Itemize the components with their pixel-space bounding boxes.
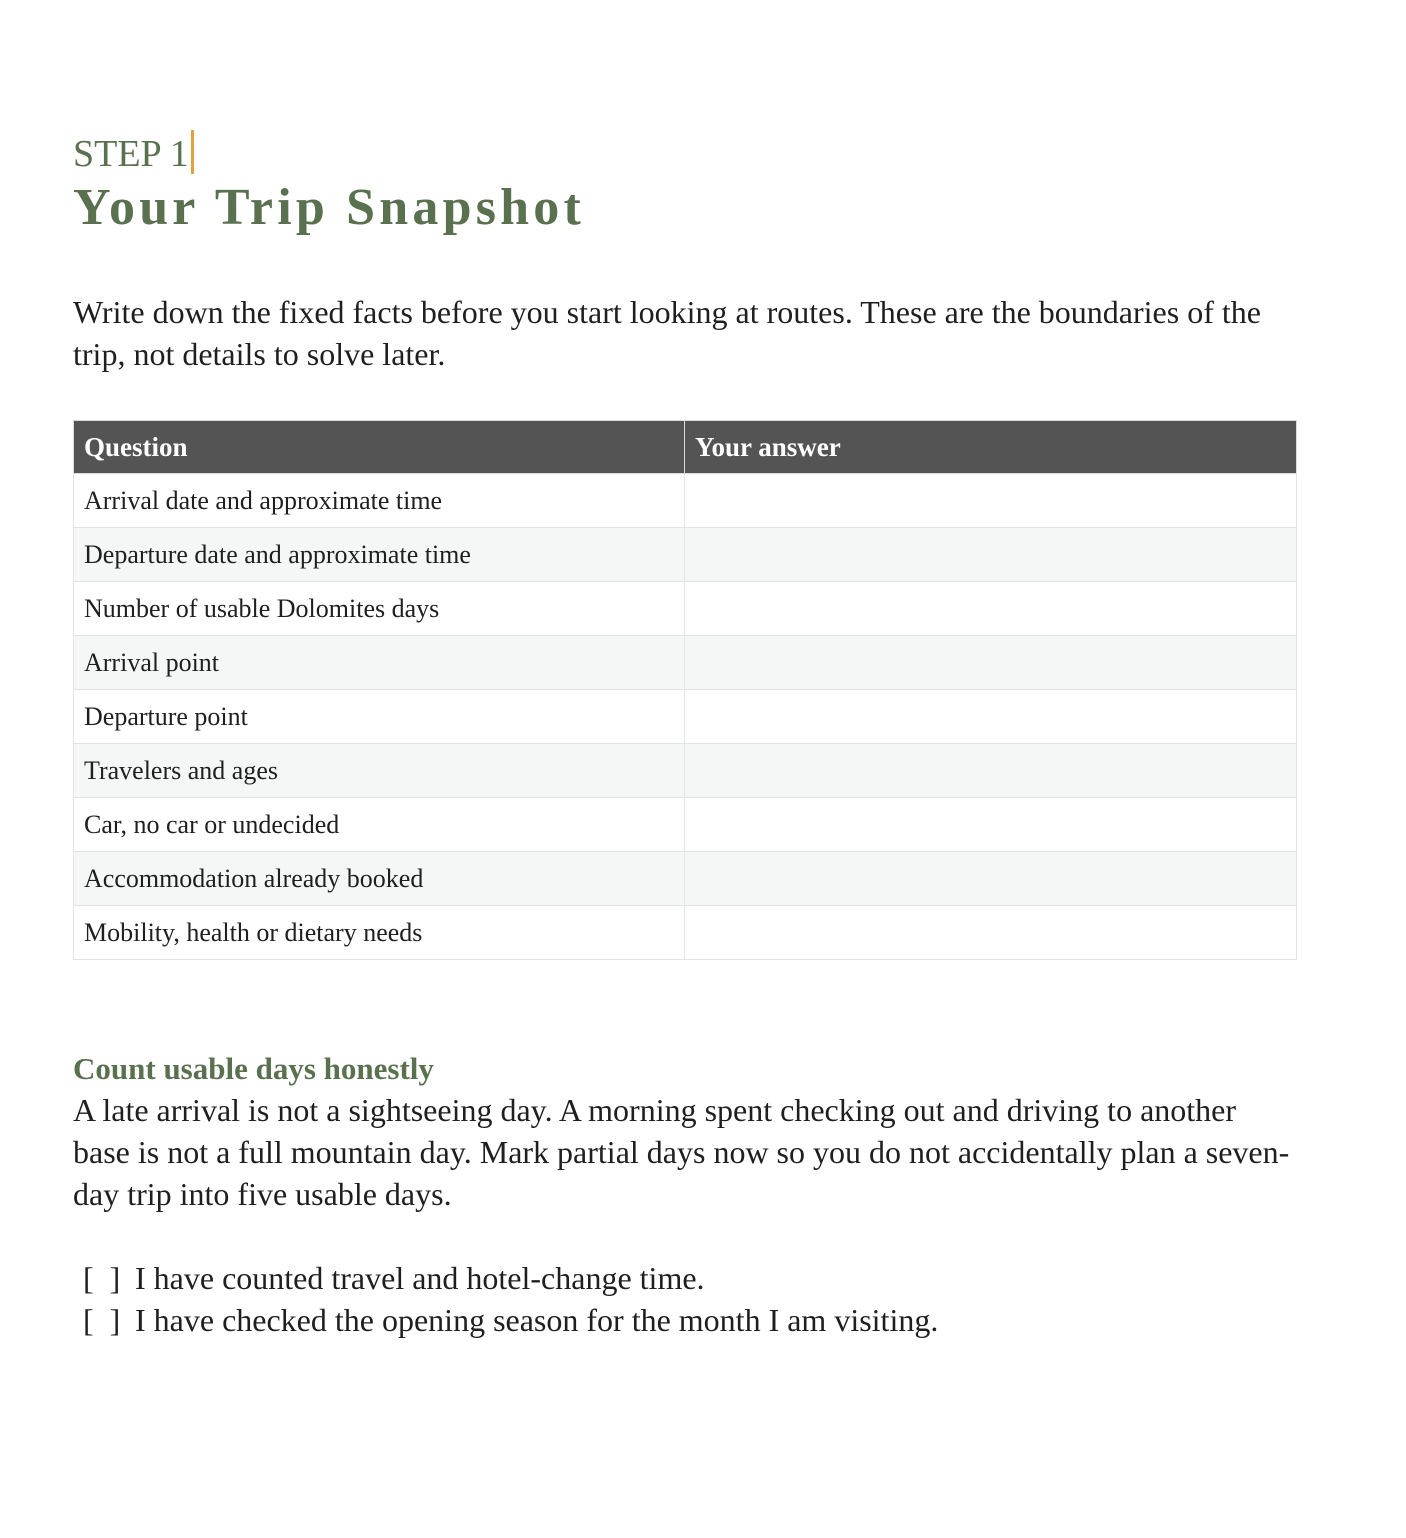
question-cell: Travelers and ages: [74, 744, 685, 798]
question-cell: Arrival date and approximate time: [74, 474, 685, 528]
table-header-row: [74, 421, 1297, 474]
table-row: [74, 852, 1297, 906]
answer-cell[interactable]: [685, 474, 1297, 528]
answer-cell[interactable]: [685, 852, 1297, 906]
answer-cell[interactable]: [685, 744, 1297, 798]
checklist-label: I have counted travel and hotel-change time.: [135, 1260, 705, 1296]
table-row: [74, 474, 1297, 528]
table-row: [74, 690, 1297, 744]
checklist-item: [83, 1299, 938, 1341]
answer-cell[interactable]: [685, 528, 1297, 582]
table-row: [74, 906, 1297, 960]
table-row: [74, 636, 1297, 690]
question-cell: Arrival point: [74, 636, 685, 690]
section-heading: Count usable days honestly: [73, 1051, 434, 1086]
question-cell: Accommodation already booked: [74, 852, 685, 906]
checklist: [83, 1257, 938, 1341]
question-cell: Mobility, health or dietary needs: [74, 906, 685, 960]
checkbox[interactable]: [ ]: [83, 1260, 121, 1296]
page-title: Your Trip Snapshot: [73, 179, 586, 236]
intro-paragraph: Write down the fixed facts before you start looking at routes. These are the boundaries of the trip, not details to solve later.: [73, 294, 1261, 372]
answer-cell[interactable]: [685, 582, 1297, 636]
question-cell: Car, no car or undecided: [74, 798, 685, 852]
checkbox[interactable]: [ ]: [83, 1302, 121, 1338]
column-header-answer: Your answer: [685, 421, 1297, 474]
checklist-label: I have checked the opening season for the month I am visiting.: [135, 1302, 939, 1338]
checklist-item: [83, 1257, 938, 1299]
column-header-question: Question: [74, 421, 685, 474]
answer-cell[interactable]: [685, 690, 1297, 744]
section-body: A late arrival is not a sightseeing day. A morning spent checking out and driving to another base is not a full mountain day. Mark partial days now so you do not accidentally plan a seven-day trip into five usable days.: [73, 1092, 1290, 1212]
table-row: [74, 798, 1297, 852]
question-cell: Departure point: [74, 690, 685, 744]
question-cell: Departure date and approximate time: [74, 528, 685, 582]
answer-cell[interactable]: [685, 636, 1297, 690]
step-label: STEP 1: [73, 130, 194, 177]
answer-cell[interactable]: [685, 906, 1297, 960]
table-row: [74, 528, 1297, 582]
table-row: [74, 744, 1297, 798]
trip-snapshot-table: [73, 420, 1297, 960]
answer-cell[interactable]: [685, 798, 1297, 852]
question-cell: Number of usable Dolomites days: [74, 582, 685, 636]
text-cursor: [191, 130, 194, 174]
table-row: [74, 582, 1297, 636]
